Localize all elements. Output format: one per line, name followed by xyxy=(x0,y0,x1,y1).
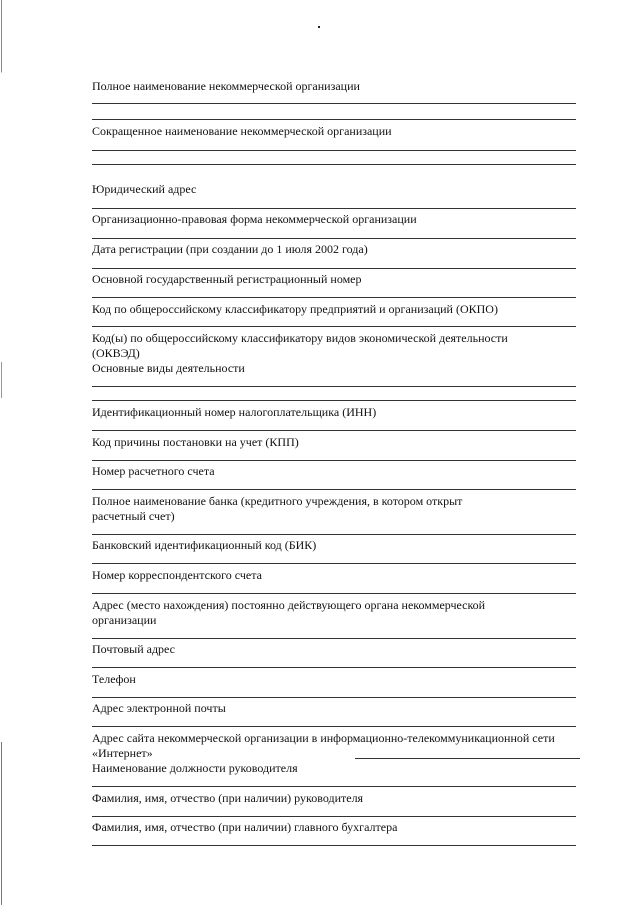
label-corr-account: Номер корреспондентского счета xyxy=(92,568,262,582)
field-email-line[interactable] xyxy=(92,726,576,727)
field-full-name-line[interactable] xyxy=(92,103,576,104)
label-inn: Идентификационный номер налогоплательщика (ИНН) xyxy=(92,405,377,419)
field-legal-address-line[interactable] xyxy=(92,208,576,209)
label-ogrn: Основной государственный регистрационный номер xyxy=(92,272,362,286)
label-main-activities: Основные виды деятельности xyxy=(92,361,245,375)
label-phone: Телефон xyxy=(92,672,136,686)
label-head-position: Наименование должности руководителя xyxy=(92,761,298,775)
field-website-line[interactable] xyxy=(355,758,580,759)
field-permanent-body-address-line[interactable] xyxy=(92,638,576,639)
label-legal-address: Юридический адрес xyxy=(92,182,197,196)
field-registration-date-line[interactable] xyxy=(92,268,576,269)
scan-dot xyxy=(318,26,320,28)
label-legal-form: Организационно-правовая форма некоммерческой организации xyxy=(92,212,417,226)
label-short-name: Сокращенное наименование некоммерческой организации xyxy=(92,124,392,138)
field-head-full-name-line[interactable] xyxy=(92,816,576,817)
label-email: Адрес электронной почты xyxy=(92,701,226,715)
field-head-position-line[interactable] xyxy=(92,786,576,787)
field-account-number-line[interactable] xyxy=(92,489,576,490)
field-postal-address-line[interactable] xyxy=(92,667,576,668)
field-short-name-line-2[interactable] xyxy=(92,164,576,165)
label-okpo: Код по общероссийскому классификатору предприятий и организаций (ОКПО) xyxy=(92,302,498,316)
field-chief-accountant-full-name-line[interactable] xyxy=(92,845,576,846)
label-account-number: Номер расчетного счета xyxy=(92,464,215,478)
field-bank-name-line[interactable] xyxy=(92,534,576,535)
label-website: Адрес сайта некоммерческой организации в информационно-телекоммуникационной сети «Интернет» xyxy=(92,731,555,760)
label-kpp: Код причины постановки на учет (КПП) xyxy=(92,435,299,449)
field-full-name-line-2[interactable] xyxy=(92,119,576,120)
label-bik: Банковский идентификационный код (БИК) xyxy=(92,538,317,552)
field-main-activities-line-2[interactable] xyxy=(92,400,576,401)
field-okpo-line[interactable] xyxy=(92,326,576,327)
field-bik-line[interactable] xyxy=(92,563,576,564)
label-okved: Код(ы) по общероссийскому классификатору видов экономической деятельности (ОКВЭД) xyxy=(92,331,508,360)
field-corr-account-line[interactable] xyxy=(92,593,576,594)
label-head-full-name: Фамилия, имя, отчество (при наличии) руководителя xyxy=(92,791,364,805)
field-kpp-line[interactable] xyxy=(92,460,576,461)
label-full-name: Полное наименование некоммерческой организации xyxy=(92,79,360,93)
label-permanent-body-address: Адрес (место нахождения) постоянно действующего органа некоммерческой организации xyxy=(92,598,486,627)
field-legal-form-line[interactable] xyxy=(92,238,576,239)
scan-edge xyxy=(1,0,2,905)
field-inn-line[interactable] xyxy=(92,430,576,431)
field-short-name-line[interactable] xyxy=(92,150,576,151)
field-ogrn-line[interactable] xyxy=(92,297,576,298)
field-phone-line[interactable] xyxy=(92,697,576,698)
label-registration-date: Дата регистрации (при создании до 1 июля 2002 года) xyxy=(92,242,368,256)
label-chief-accountant-full-name: Фамилия, имя, отчество (при наличии) главного бухгалтера xyxy=(92,820,398,834)
field-main-activities-line[interactable] xyxy=(92,386,576,387)
label-postal-address: Почтовый адрес xyxy=(92,642,176,656)
label-bank-name: Полное наименование банка (кредитного учреждения, в котором открыт расчетный счет) xyxy=(92,494,463,523)
